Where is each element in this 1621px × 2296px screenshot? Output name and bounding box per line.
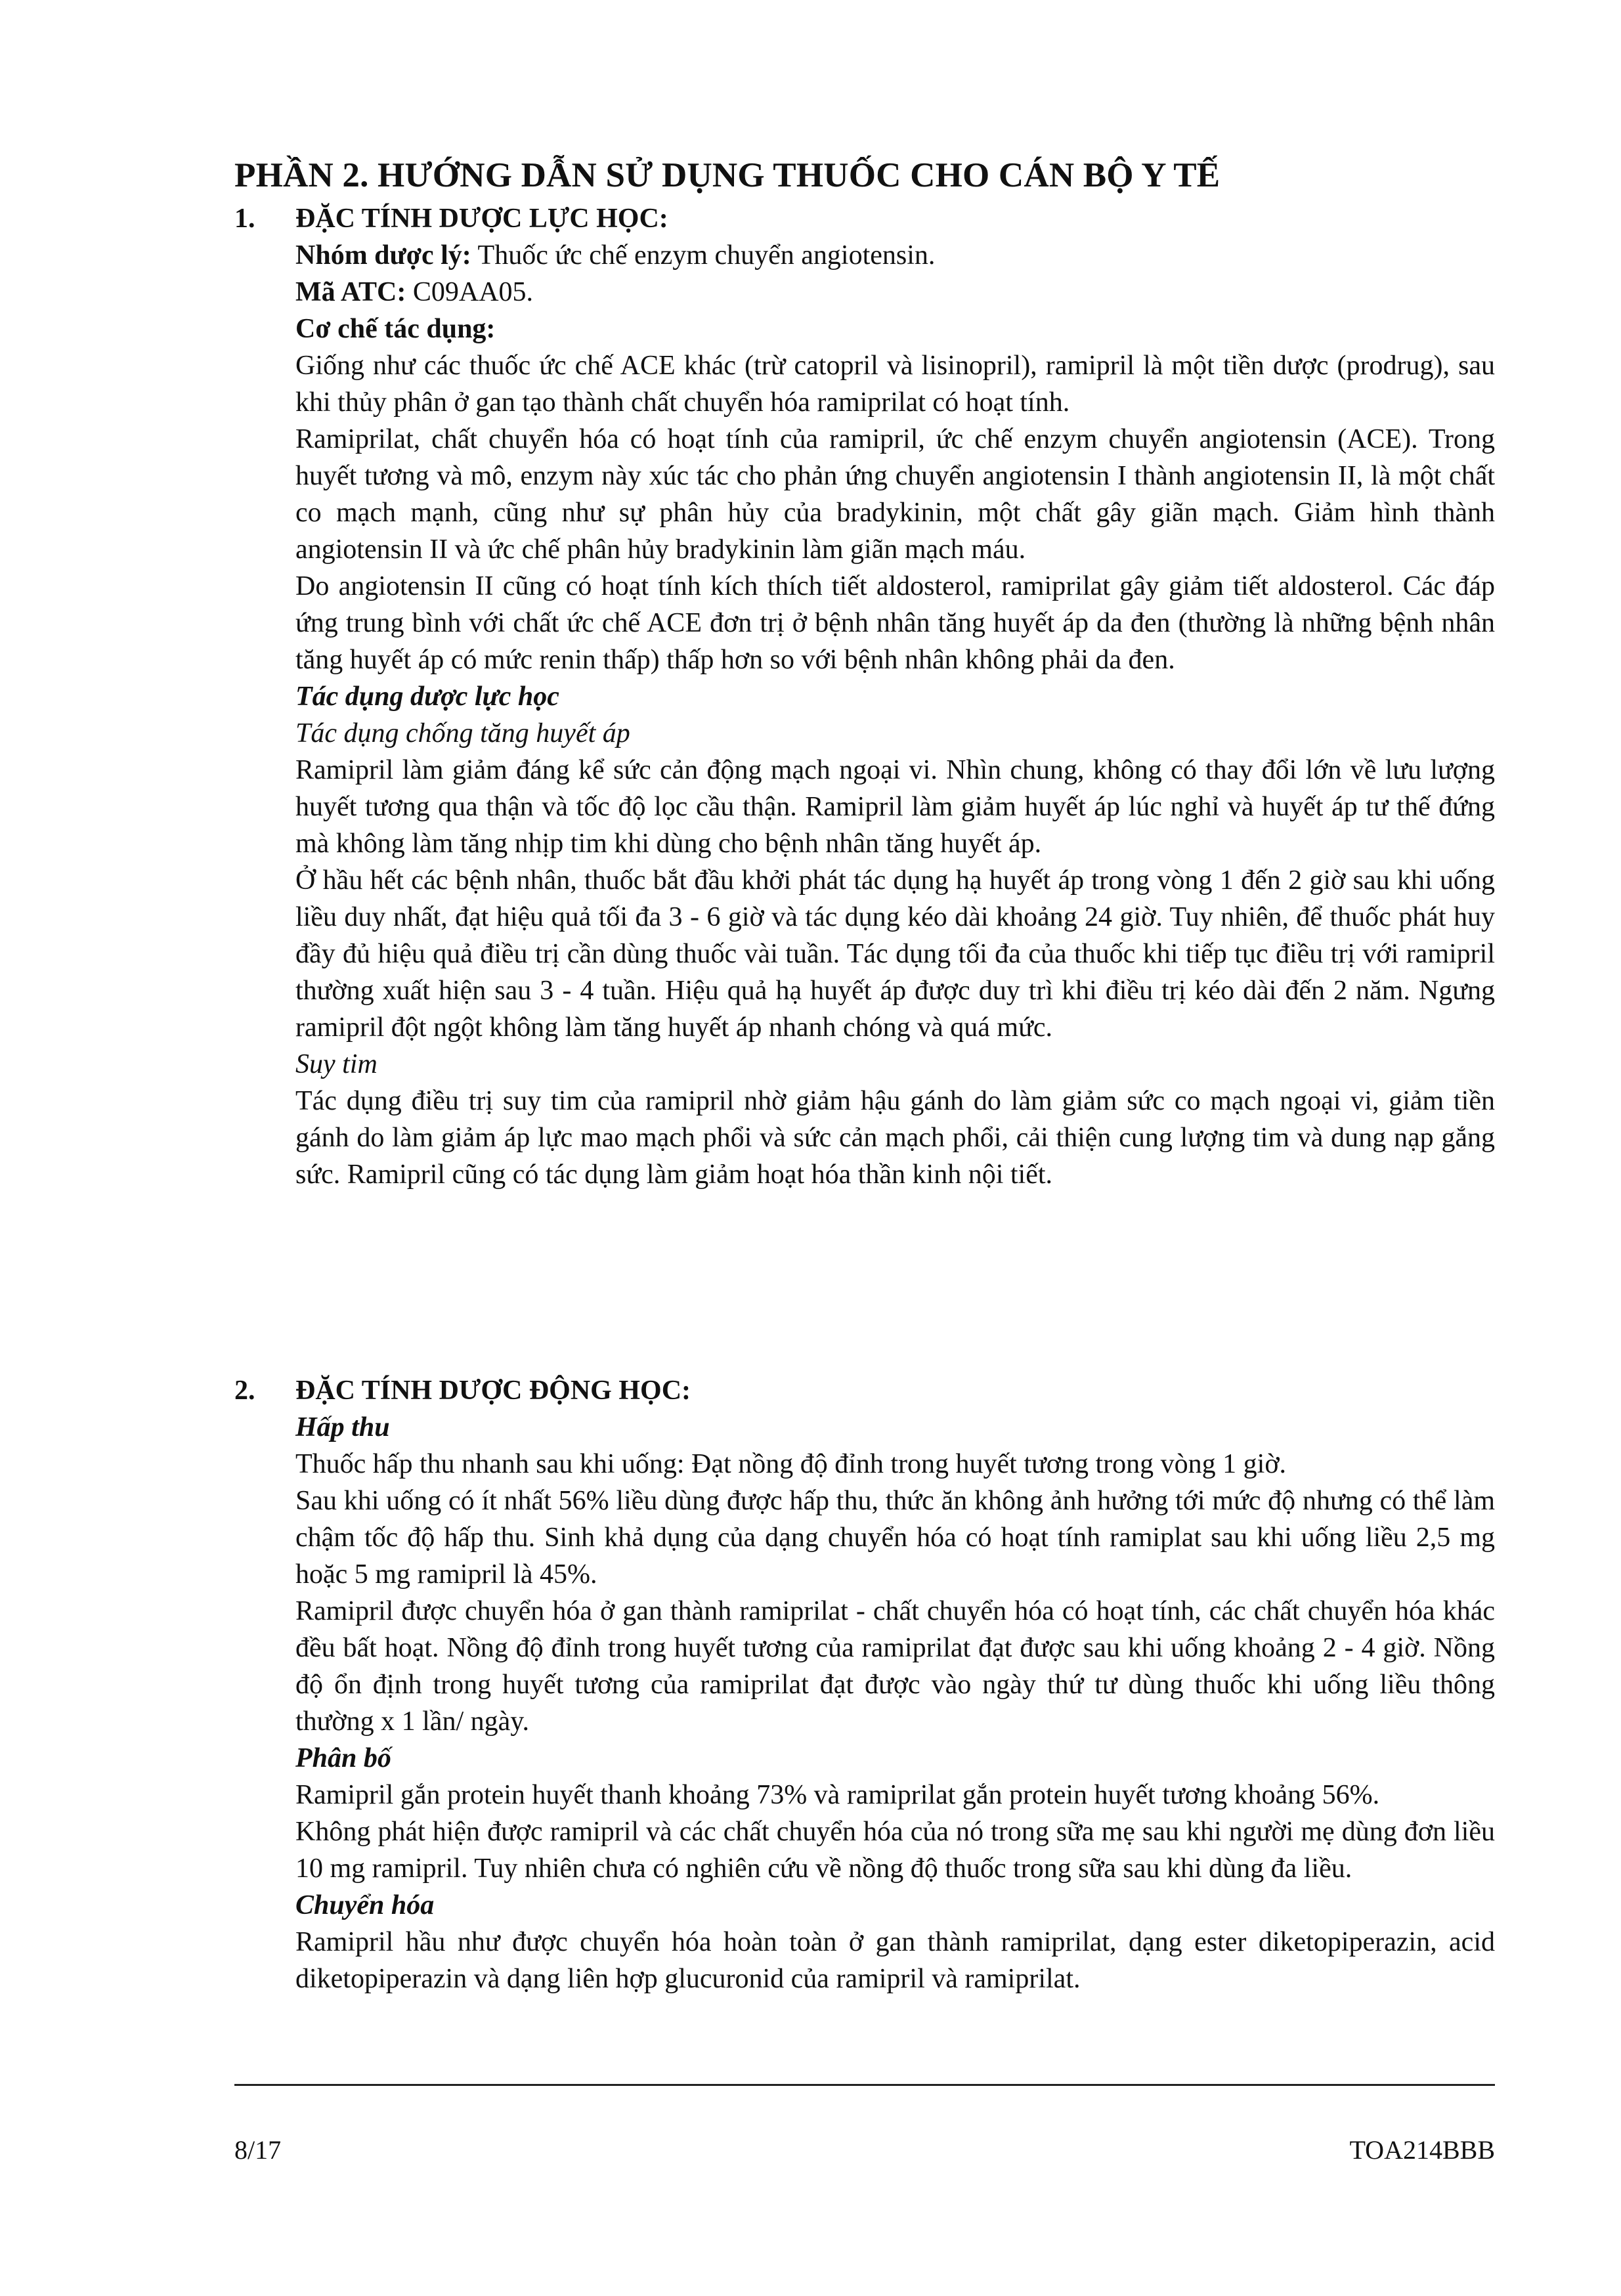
section-content [295,237,1495,1193]
heart-failure-heading: Suy tim [295,1049,378,1079]
antihypertensive-paragraph: Ramipril làm giảm đáng kể sức cản động mạch ngoại vi. Nhìn chung, không có thay đổi lớn về lưu lượng huyết tương qua thận và tốc độ lọc cầu thận. Ramipril làm giảm huyết áp lúc nghỉ và huyết áp tư thế đứng mà không làm tăng nhịp tim khi dùng cho bệnh nhân tăng huyết áp. [295,755,1495,859]
distribution-heading: Phân bố [295,1743,391,1773]
absorption-paragraph: Sau khi uống có ít nhất 56% liều dùng được hấp thu, thức ăn không ảnh hưởng tới mức độ nhưng có thể làm chậm tốc độ hấp thu. Sinh khả dụng của dạng chuyển hóa có hoạt tính ramiplat sau khi uống liều 2,5 mg hoặc 5 mg ramipril là 45%. [295,1486,1495,1590]
section-content [295,1409,1495,1997]
section-pharmacokinetics [234,1372,1495,1997]
atc-label: Mã ATC: [295,277,406,307]
section-title: ĐẶC TÍNH DƯỢC LỰC HỌC: [295,204,668,234]
antihypertensive-heading: Tác dụng chống tăng huyết áp [295,718,630,748]
metabolism-heading: Chuyển hóa [295,1890,435,1920]
section-heading [234,1372,1495,1409]
mechanism-paragraph: Do angiotensin II cũng có hoạt tính kích thích tiết aldosterol, ramiprilat gây giảm tiết aldosterol. Các đáp ứng trung bình với chất ức chế ACE đơn trị ở bệnh nhân tăng huyết áp da đen (thường là những bệnh nhân tăng huyết áp có mức renin thấp) thấp hơn so với bệnh nhân không phải da đen. [295,571,1495,675]
pharmacodynamic-heading: Tác dụng dược lực học [295,682,559,712]
absorption-heading: Hấp thu [295,1412,390,1442]
part-title: PHẦN 2. HƯỚNG DẪN SỬ DỤNG THUỐC CHO CÁN BỘ Y TẾ [234,156,1221,194]
section-number: 1. [234,204,255,234]
section-title: ĐẶC TÍNH DƯỢC ĐỘNG HỌC: [295,1375,691,1406]
distribution-paragraph: Ramipril gắn protein huyết thanh khoảng 73% và ramiprilat gắn protein huyết tương khoảng 56%. [295,1780,1380,1810]
mechanism-paragraph: Giống như các thuốc ức chế ACE khác (trừ catopril và lisinopril), ramipril là một tiền dược (prodrug), sau khi thủy phân ở gan tạo thành chất chuyển hóa ramiprilat có hoạt tính. [295,351,1495,418]
page-number: 8/17 [234,2135,282,2165]
atc-value: C09AA05. [406,277,534,307]
pharm-group-label: Nhóm dược lý: [295,240,471,271]
distribution-paragraph: Không phát hiện được ramipril và các chất chuyển hóa của nó trong sữa mẹ sau khi người mẹ dùng đơn liều 10 mg ramipril. Tuy nhiên chưa có nghiên cứu về nồng độ thuốc trong sữa sau khi dùng đa liều. [295,1817,1495,1884]
pharm-group-value: Thuốc ức chế enzym chuyển angiotensin. [471,240,936,271]
absorption-paragraph: Thuốc hấp thu nhanh sau khi uống: Đạt nồng độ đỉnh trong huyết tương trong vòng 1 giờ. [295,1449,1287,1479]
pharm-group-line [295,237,1495,274]
heart-failure-paragraph: Tác dụng điều trị suy tim của ramipril nhờ giảm hậu gánh do làm giảm sức co mạch ngoại vi, giảm tiền gánh do làm giảm áp lực mao mạch phổi và sức cản mạch phổi, cải thiện cung lượng tim và dung nạp gắng sức. Ramipril cũng có tác dụng làm giảm hoạt hóa thần kinh nội tiết. [295,1086,1495,1190]
section-pharmacodynamics [234,200,1495,1193]
absorption-paragraph: Ramipril được chuyển hóa ở gan thành ramiprilat - chất chuyển hóa có hoạt tính, các chất chuyển hóa khác đều bất hoạt. Nồng độ đỉnh trong huyết tương của ramiprilat đạt được sau khi uống khoảng 2 - 4 giờ. Nồng độ ổn định trong huyết tương của ramiprilat đạt được vào ngày thứ tư dùng thuốc khi uống liều thông thường x 1 lần/ ngày. [295,1596,1495,1737]
mechanism-heading: Cơ chế tác dụng: [295,314,496,344]
antihypertensive-paragraph: Ở hầu hết các bệnh nhân, thuốc bắt đầu khởi phát tác dụng hạ huyết áp trong vòng 1 đến 2 giờ sau khi uống liều duy nhất, đạt hiệu quả tối đa 3 - 6 giờ và tác dụng kéo dài khoảng 24 giờ. Tuy nhiên, để thuốc phát huy đầy đủ hiệu quả điều trị cần dùng thuốc vài tuần. Tác dụng tối đa của thuốc khi tiếp tục điều trị với ramipril thường xuất hiện sau 3 - 4 tuần. Hiệu quả hạ huyết áp được duy trì khi điều trị kéo dài đến 2 năm. Ngưng ramipril đột ngột không làm tăng huyết áp nhanh chóng và quá mức. [295,865,1495,1043]
footer-divider [234,2084,1495,2086]
section-number: 2. [234,1375,255,1406]
mechanism-paragraph: Ramiprilat, chất chuyển hóa có hoạt tính của ramipril, ức chế enzym chuyển angiotensin (ACE). Trong huyết tương và mô, enzym này xúc tác cho phản ứng chuyển angiotensin I thành angiotensin II, là một chất co mạch mạnh, cũng như sự phân hủy của bradykinin, một chất gây giãn mạch. Giảm hình thành angiotensin II và ức chế phân hủy bradykinin làm giãn mạch máu. [295,424,1495,565]
section-heading [234,200,1495,237]
document-code: TOA214BBB [1349,2135,1495,2165]
atc-line [295,274,1495,311]
metabolism-paragraph: Ramipril hầu như được chuyển hóa hoàn toàn ở gan thành ramiprilat, dạng ester diketopiperazin, acid diketopiperazin và dạng liên hợp glucuronid của ramipril và ramiprilat. [295,1927,1495,1994]
